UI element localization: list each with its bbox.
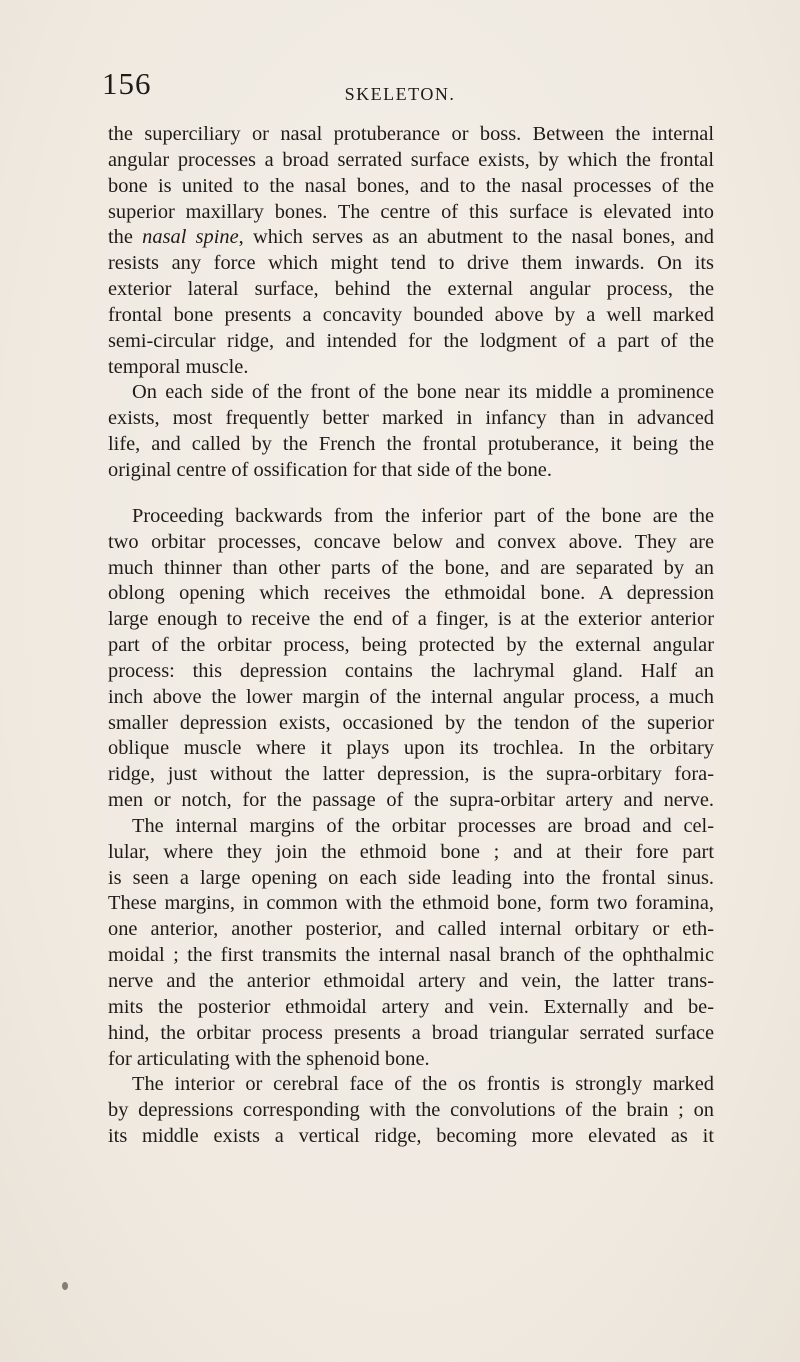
text-line: process: this depression contains the lachrymal gland. Half an <box>108 659 714 682</box>
text-line: exists, most frequently better marked in infancy than in advanced <box>108 407 714 430</box>
text-line: smaller depression exists, occasioned by the tendon of the superior <box>108 711 714 734</box>
text-line: two orbitar processes, concave below and convex above. They are <box>108 530 714 553</box>
text-line: Proceeding backwards from the inferior part of the bone are the <box>132 504 714 527</box>
text-line: its middle exists a vertical ridge, becoming more elevated as it <box>108 1125 714 1148</box>
paragraph-gap <box>108 484 714 504</box>
text-line: hind, the orbitar process presents a broad triangular serrated surface <box>108 1021 714 1044</box>
text-line: mits the posterior ethmoidal artery and vein. Externally and be- <box>108 995 714 1018</box>
page-number: 156 <box>102 66 152 101</box>
text-line: for articulating with the sphenoid bone. <box>108 1047 430 1070</box>
text-line: resists any force which might tend to drive them inwards. On its <box>108 252 714 275</box>
text-line: oblong opening which receives the ethmoidal bone. A depression <box>108 582 714 605</box>
text-line: much thinner than other parts of the bone, and are separated by an <box>108 556 714 579</box>
text-line: bone is united to the nasal bones, and to the nasal processes of the <box>108 174 714 197</box>
text-line: oblique muscle where it plays upon its trochlea. In the orbitary <box>108 737 714 760</box>
text-line: angular processes a broad serrated surface exists, by which the frontal <box>108 148 714 171</box>
text-line: one anterior, another posterior, and called internal orbitary or eth- <box>108 918 714 941</box>
text-line: by depressions corresponding with the convolutions of the brain ; on <box>108 1099 714 1122</box>
text-line: temporal muscle. <box>108 355 249 378</box>
italic-term: nasal spine <box>142 226 239 249</box>
text-line: ridge, just without the latter depression, is the supra-orbitary fora- <box>108 763 714 786</box>
text-segment: , which serves as an abutment to the nasal bones, and <box>238 226 714 249</box>
text-line: lular, where they join the ethmoid bone ; and at their fore part <box>108 840 714 863</box>
text-line: nerve and the anterior ethmoidal artery and vein, the latter trans- <box>108 970 714 992</box>
text-line <box>108 225 714 251</box>
text-line: is seen a large opening on each side leading into the frontal sinus. <box>108 866 714 889</box>
body-text <box>108 122 714 1150</box>
text-line: original centre of ossification for that side of the bone. <box>108 458 552 481</box>
text-line: life, and called by the French the frontal protuberance, it being the <box>108 433 714 456</box>
text-line: semi-circular ridge, and intended for the lodgment of a part of the <box>108 329 714 352</box>
text-line: superior maxillary bones. The centre of this surface is elevated into <box>108 200 714 223</box>
text-line: exterior lateral surface, behind the external angular process, the <box>108 278 714 301</box>
paper-speck <box>62 1282 68 1290</box>
text-line: the superciliary or nasal protuberance or boss. Between the internal <box>108 123 714 145</box>
text-line: frontal bone presents a concavity bounded above by a well marked <box>108 303 714 326</box>
text-line: inch above the lower margin of the internal angular process, a much <box>108 685 714 708</box>
running-title: SKELETON. <box>344 84 456 104</box>
text-line: The internal margins of the orbitar processes are broad and cel- <box>132 814 714 837</box>
text-line: The interior or cerebral face of the os frontis is strongly marked <box>132 1073 714 1096</box>
text-line: moidal ; the first transmits the internal nasal branch of the ophthalmic <box>108 944 714 967</box>
text-line: These margins, in common with the ethmoid bone, form two foramina, <box>108 892 714 915</box>
text-line: men or notch, for the passage of the supra-orbitar artery and nerve. <box>108 789 714 812</box>
text-line: large enough to receive the end of a finger, is at the exterior anterior <box>108 608 714 631</box>
text-segment: the <box>108 226 143 249</box>
text-line: On each side of the front of the bone near its middle a prominence <box>132 381 714 404</box>
text-line: part of the orbitar process, being protected by the external angular <box>108 634 714 657</box>
